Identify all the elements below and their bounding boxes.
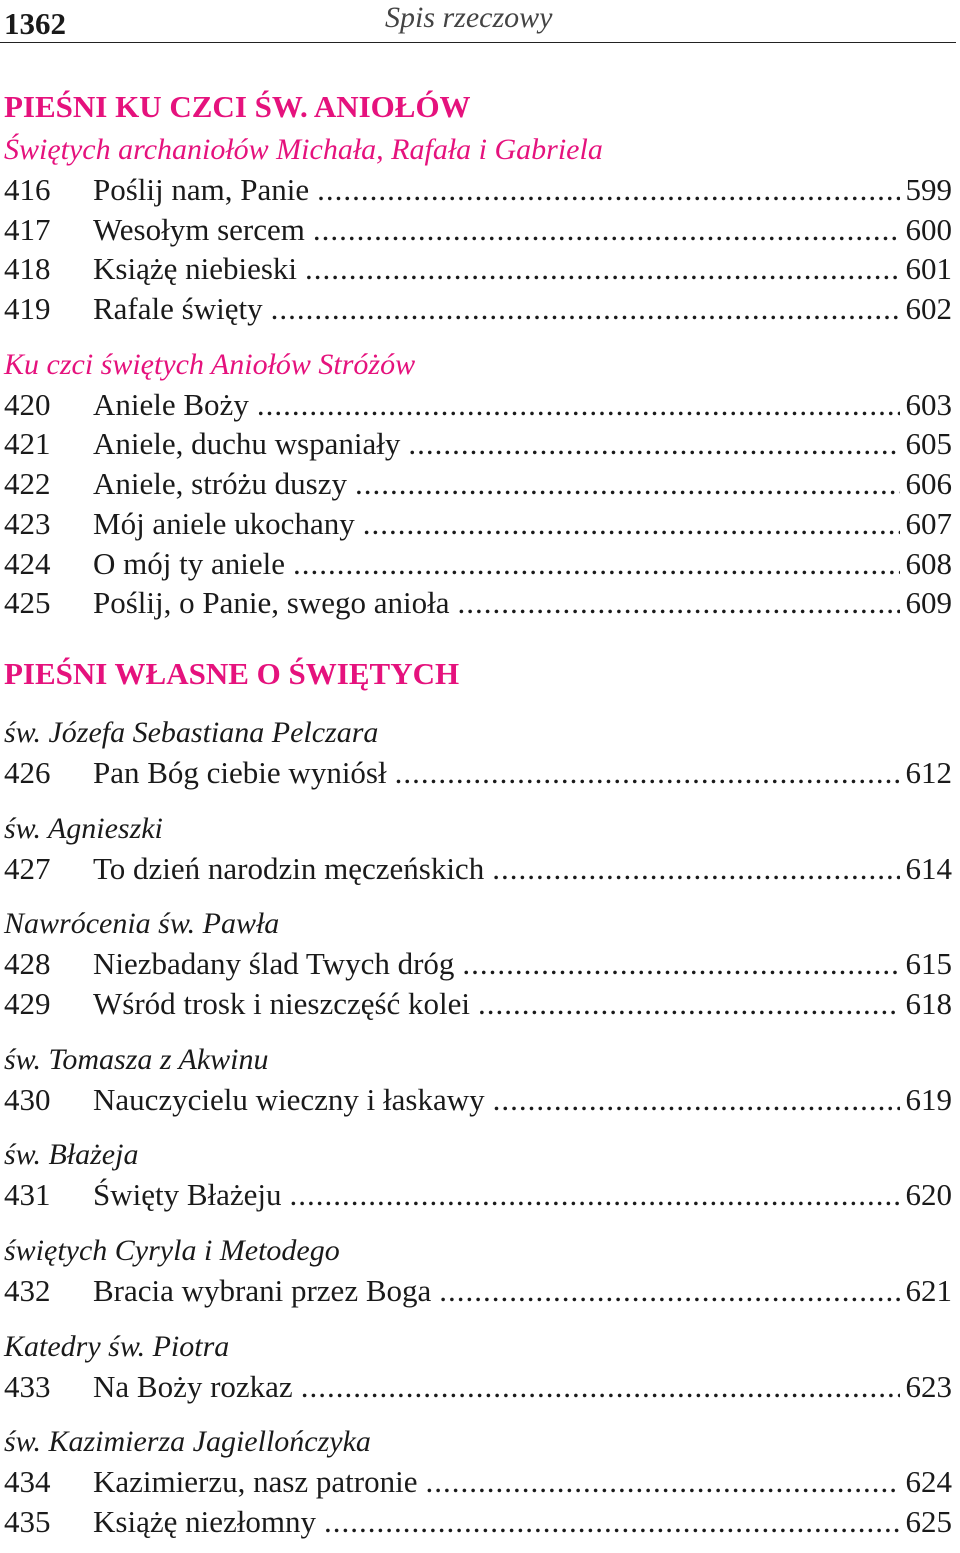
leader-dots [271,289,900,329]
song-title: Książę niebieski [93,251,298,287]
index-entry[interactable] [4,1462,952,1502]
page-ref: 601 [905,251,952,287]
song-number: 431 [4,1177,51,1213]
leader-dots [317,170,900,210]
group-subtitle: św. Tomasza z Akwinu [4,1042,269,1076]
song-number: 433 [4,1368,51,1404]
leader-dots [408,424,900,464]
song-title: Książę niezłomny [93,1504,316,1540]
leader-dots [363,504,900,544]
page-ref: 625 [905,1504,952,1540]
leader-dots [355,464,900,504]
leader-dots [305,249,900,289]
leader-dots [395,753,900,793]
group-subtitle: Ku czci świętych Aniołów Stróżów [4,347,416,381]
group-subtitle: Katedry św. Piotra [4,1329,230,1363]
song-title: Poślij nam, Panie [93,172,310,207]
page-ref: 603 [905,386,952,422]
song-number: 417 [4,211,51,247]
leader-dots [478,984,900,1024]
song-title: Wśród trosk i nieszczęść kolei [93,985,471,1021]
song-number: 430 [4,1081,51,1117]
group-subtitle: św. Józefa Sebastiana Pelczara [4,715,379,749]
page-number: 1362 [4,6,66,41]
page-ref: 609 [905,585,952,621]
song-title: Rafale święty [93,291,263,327]
index-entry[interactable] [4,170,952,210]
leader-dots [492,849,900,889]
index-entry[interactable] [4,944,952,984]
leader-dots [257,385,900,425]
index-entry[interactable] [4,544,952,584]
song-title: Niezbadany ślad Twych dróg [93,946,455,982]
group-subtitle: św. Agnieszki [4,811,163,845]
index-entry[interactable] [4,1175,952,1215]
index-entry[interactable] [4,385,952,425]
page-ref: 614 [905,850,952,886]
group-subtitle: świętych Cyryla i Metodego [4,1234,340,1267]
song-title: Poślij, o Panie, swego anioła [93,585,450,621]
index-entry[interactable] [4,1271,952,1311]
index-entry[interactable] [4,849,952,889]
song-title: Pan Bóg ciebie wyniósł [93,754,387,790]
song-title: Aniele, duchu wspaniały [93,426,401,462]
page-ref: 605 [905,426,952,462]
song-title: Aniele, stróżu duszy [93,466,347,502]
leader-dots [462,944,900,984]
song-number: 423 [4,505,51,541]
song-number: 422 [4,466,51,502]
song-number: 426 [4,754,51,790]
header-rule [0,42,956,43]
section-title: PIEŚNI WŁASNE O ŚWIĘTYCH [4,655,460,691]
song-number: 428 [4,946,51,982]
section-title: PIEŚNI KU CZCI ŚW. ANIOŁÓW [4,89,471,124]
song-number: 419 [4,291,51,327]
page-ref: 615 [905,946,952,982]
song-title: Święty Błażeju [93,1177,282,1213]
leader-dots [290,1175,900,1215]
page-ref: 606 [905,466,952,502]
song-number: 432 [4,1273,51,1308]
page-ref: 607 [905,505,952,541]
song-number: 427 [4,850,51,886]
page-ref: 621 [905,1273,952,1308]
song-title: Bracia wybrani przez Boga [93,1273,432,1308]
page-ref: 624 [905,1464,952,1500]
group-subtitle: Świętych archaniołów Michała, Rafała i Gabriela [4,133,603,166]
song-title: Nauczycielu wieczny i łaskawy [93,1081,485,1117]
section-saints [4,651,952,1542]
index-entry[interactable] [4,464,952,504]
page-header [0,0,956,46]
group-subtitle: św. Kazimierza Jagiellończyka [4,1425,371,1459]
running-title: Spis rzeczowy [385,1,553,34]
index-entry[interactable] [4,210,952,250]
song-number: 418 [4,251,51,287]
song-number: 424 [4,545,51,581]
song-title: Wesołym sercem [93,211,305,247]
song-title: Aniele Boży [93,386,249,422]
page-ref: 618 [905,985,952,1021]
song-number: 429 [4,985,51,1021]
song-title: Na Boży rozkaz [93,1368,293,1404]
group-subtitle: św. Błażeja [4,1138,139,1172]
page-ref: 623 [905,1368,952,1404]
index-entry[interactable] [4,753,952,793]
leader-dots [457,583,900,623]
index-entry[interactable] [4,984,952,1024]
song-number: 420 [4,386,51,422]
song-number: 435 [4,1504,51,1540]
page-ref: 602 [905,291,952,327]
page-ref: 612 [905,754,952,790]
leader-dots [313,210,900,250]
song-number: 416 [4,172,51,207]
leader-dots [439,1271,900,1311]
leader-dots [493,1080,900,1120]
index-entry[interactable] [4,504,952,544]
song-title: O mój ty aniele [93,545,285,581]
song-title: Mój aniele ukochany [93,505,355,541]
page-ref: 620 [905,1177,952,1213]
leader-dots [293,544,900,584]
index-entry[interactable] [4,583,952,623]
leader-dots [301,1367,900,1407]
song-number: 434 [4,1464,51,1500]
index-entry[interactable] [4,289,952,329]
index-entry[interactable] [4,1367,952,1407]
leader-dots [324,1502,900,1542]
group-subtitle: Nawrócenia św. Pawła [4,907,280,941]
song-number: 421 [4,426,51,462]
index-entry[interactable] [4,424,952,464]
page-ref: 600 [905,211,952,247]
page-ref: 608 [905,545,952,581]
song-number: 425 [4,585,51,621]
index-entry[interactable] [4,1502,952,1542]
index-entry[interactable] [4,1080,952,1120]
leader-dots [426,1462,901,1502]
index-entry[interactable] [4,249,952,289]
page-ref: 619 [905,1081,952,1117]
song-title: Kazimierzu, nasz patronie [93,1464,418,1500]
song-title: To dzień narodzin męczeńskich [93,850,485,886]
page-ref: 599 [905,172,952,207]
index-content [4,84,952,1542]
section-angels [4,84,952,623]
